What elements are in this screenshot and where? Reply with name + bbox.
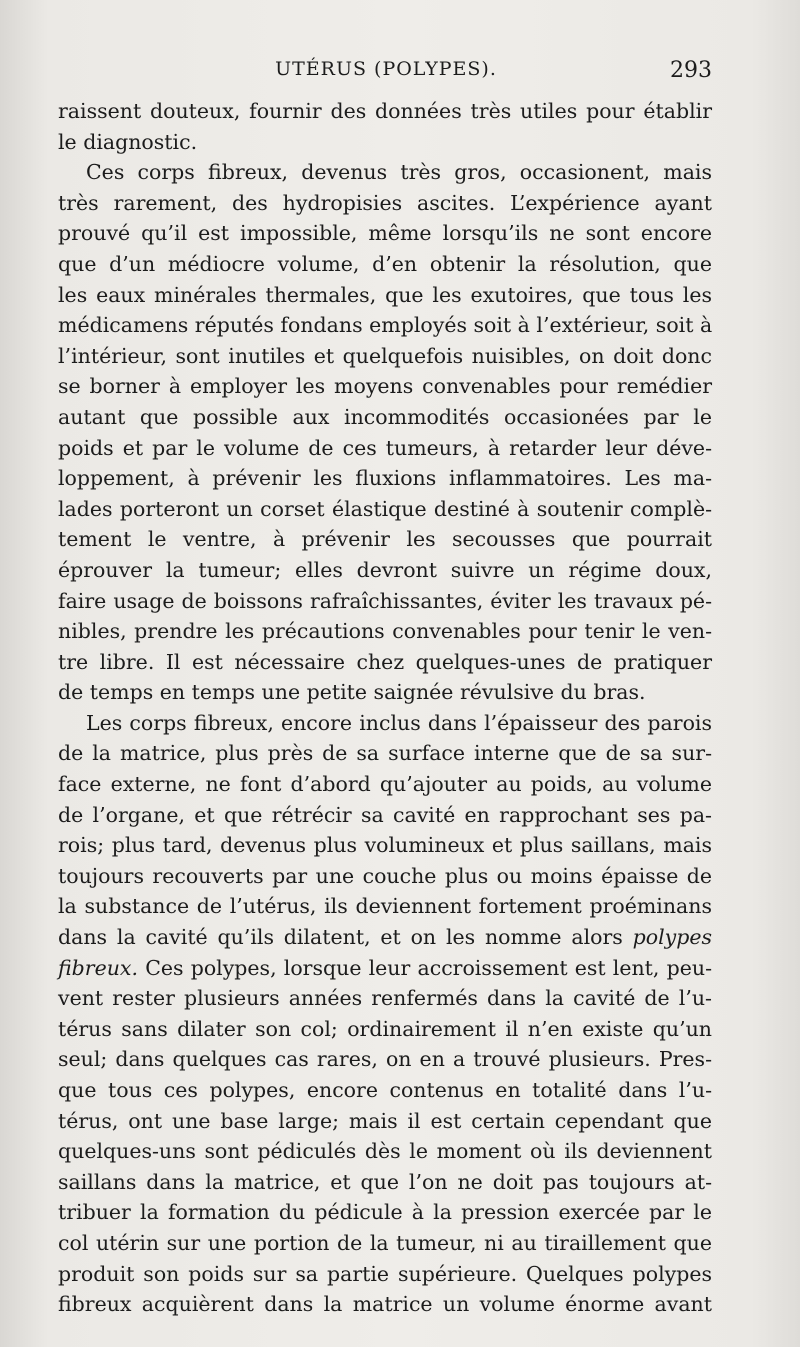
line-text: tre libre. Il est nécessaire chez quelques-unes de pratiquer <box>58 649 712 674</box>
text-line <box>58 433 712 464</box>
text-line <box>58 922 712 953</box>
line-text: fibreux acquièrent dans la matrice un volume énorme avant <box>58 1292 712 1317</box>
line-text: produit son poids sur sa partie supérieure. Quelques polypes <box>58 1261 712 1286</box>
text-line <box>58 371 712 402</box>
text-line <box>58 677 712 708</box>
text-line <box>58 1289 712 1320</box>
line-text: l’intérieur, sont inutiles et quelquefois nuisibles, on doit donc <box>58 343 712 368</box>
text-line <box>58 524 712 555</box>
line-text: quelques-uns sont pédiculés dès le moment où ils deviennent <box>58 1139 712 1164</box>
text-line <box>58 1136 712 1167</box>
text-line <box>58 1075 712 1106</box>
line-text: tement le ventre, à prévenir les secousses que pourrait <box>58 527 712 552</box>
line-text: Les corps fibreux, encore inclus dans l’épaisseur des parois <box>86 710 712 735</box>
text-line <box>58 127 712 158</box>
text-line <box>58 280 712 311</box>
line-text: médicamens réputés fondans employés soit à l’extérieur, soit à <box>58 313 713 338</box>
text-line <box>58 218 712 249</box>
text-line <box>58 341 712 372</box>
text-line <box>58 157 712 188</box>
line-text: de la matrice, plus près de sa surface interne que de sa sur- <box>58 741 712 766</box>
text-line <box>58 1167 712 1198</box>
line-text: vent rester plusieurs années renfermés dans la cavité de l’u- <box>58 986 712 1011</box>
line-text: toujours recouverts par une couche plus ou moins épaisse de <box>58 863 712 888</box>
line-text: le diagnostic. <box>58 129 198 154</box>
page-number: 293 <box>670 58 712 83</box>
italic-term: polypes <box>632 925 712 950</box>
line-text: de temps en temps une petite saignée révulsive du bras. <box>58 680 646 705</box>
text-line <box>58 463 712 494</box>
italic-term: fibreux. <box>58 955 139 980</box>
line-text: la substance de l’utérus, ils deviennent fortement proéminans <box>58 894 712 919</box>
text-line <box>58 1014 712 1045</box>
text-line <box>58 1259 712 1290</box>
text-line <box>58 830 712 861</box>
text-line <box>58 647 712 678</box>
text-line <box>58 891 712 922</box>
line-text: les eaux minérales thermales, que les exutoires, que tous les <box>58 282 712 307</box>
line-text: poids et par le volume de ces tumeurs, à retarder leur déve- <box>58 435 712 460</box>
text-line <box>58 249 712 280</box>
text-line <box>58 96 712 127</box>
line-text: de l’organe, et que rétrécir sa cavité en rapprochant ses pa- <box>58 802 712 827</box>
line-text: lades porteront un corset élastique destiné à soutenir complè- <box>58 496 712 521</box>
line-text: nibles, prendre les précautions convenables pour tenir le ven- <box>58 619 712 644</box>
text-line <box>58 555 712 586</box>
line-text: face externe, ne font d’abord qu’ajouter au poids, au volume <box>58 772 712 797</box>
text-line <box>58 738 712 769</box>
line-text: térus, ont une base large; mais il est certain cependant que <box>58 1108 712 1133</box>
line-text: prouvé qu’il est impossible, même lorsqu’ils ne sont encore <box>58 221 712 246</box>
text-line <box>58 494 712 525</box>
text-line <box>58 616 712 647</box>
line-text: que tous ces polypes, encore contenus en totalité dans l’u- <box>58 1078 712 1102</box>
line-text: faire usage de boissons rafraîchissantes, éviter les travaux pé- <box>58 588 712 613</box>
text-line <box>58 402 712 433</box>
text-line <box>58 1044 712 1075</box>
line-text: autant que possible aux incommodités occasionées par le <box>58 404 712 429</box>
body-text <box>58 96 712 1320</box>
line-text: Ces corps fibreux, devenus très gros, occasionent, mais <box>86 160 712 185</box>
text-line <box>58 1228 712 1259</box>
line-text: loppement, à prévenir les fluxions inflammatoires. Les ma- <box>58 466 712 491</box>
text-line <box>58 1106 712 1137</box>
line-text: col utérin sur une portion de la tumeur, ni au tiraillement que <box>58 1230 712 1255</box>
text-line <box>58 769 712 800</box>
line-text: se borner à employer les moyens convenables pour remédier <box>58 374 712 399</box>
line-text: rois; plus tard, devenus plus volumineux et plus saillans, mais <box>58 833 712 858</box>
line-text: saillans dans la matrice, et que l’on ne doit pas toujours at- <box>58 1169 712 1194</box>
line-text: seul; dans quelques cas rares, on en a trouvé plusieurs. Pres- <box>58 1047 712 1072</box>
text-line <box>58 953 712 984</box>
text-line <box>58 708 712 739</box>
text-line <box>58 1197 712 1228</box>
line-text: térus sans dilater son col; ordinairement il n’en existe qu’un <box>58 1016 712 1041</box>
running-title: UTÉRUS (POLYPES). <box>275 58 497 80</box>
text-line <box>58 586 712 617</box>
text-line <box>58 188 712 219</box>
text-line <box>58 310 712 341</box>
line-text: que d’un médiocre volume, d’en obtenir la résolution, que <box>58 251 712 276</box>
line-text: dans la cavité qu’ils dilatent, et on les nomme alors <box>58 925 633 950</box>
line-text: raissent douteux, fournir des données très utiles pour établir <box>58 99 712 123</box>
line-text: tribuer la formation du pédicule à la pression exercée par le <box>58 1200 712 1225</box>
line-text: Ces polypes, lorsque leur accroissement est lent, peu- <box>138 955 712 980</box>
line-text: très rarement, des hydropisies ascites. L’expérience ayant <box>58 190 712 215</box>
text-line <box>58 861 712 892</box>
page-header <box>58 58 714 92</box>
line-text: éprouver la tumeur; elles devront suivre un régime doux, <box>58 557 712 582</box>
text-line <box>58 983 712 1014</box>
text-line <box>58 800 712 831</box>
